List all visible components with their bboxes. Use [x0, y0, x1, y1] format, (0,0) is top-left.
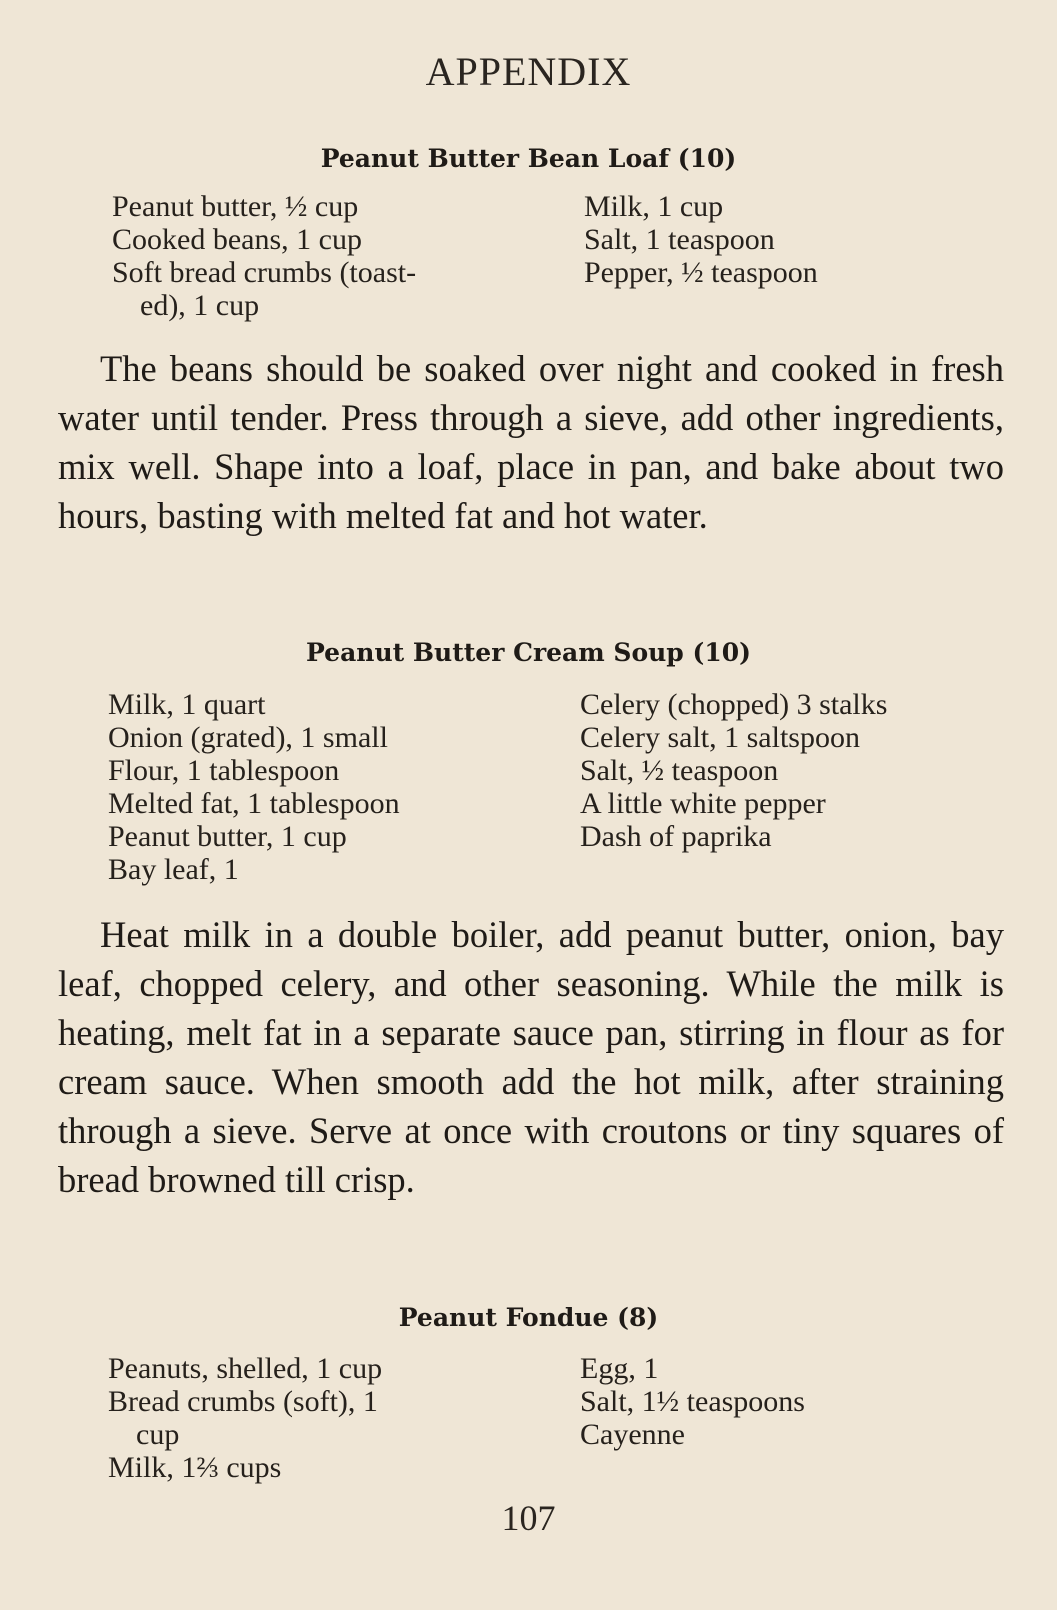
ingredient-item: Bread crumbs (soft), 1 — [108, 1385, 378, 1418]
ingredient-item: Salt, ½ teaspoon — [580, 754, 779, 787]
running-head: APPENDIX — [425, 49, 632, 94]
ingredient-item: Celery (chopped) 3 stalks — [580, 688, 888, 721]
ingredient-item: Soft bread crumbs (toast- — [112, 256, 417, 289]
ingredient-item: Cayenne — [580, 1418, 685, 1451]
ingredient-item: Onion (grated), 1 small — [108, 721, 388, 754]
ingredient-item: A little white pepper — [580, 787, 826, 820]
ingredient-item: Peanuts, shelled, 1 cup — [108, 1352, 383, 1385]
ingredient-item: Pepper, ½ teaspoon — [584, 256, 818, 289]
ingredient-item: Cooked beans, 1 cup — [112, 223, 362, 256]
recipe-title-fondue: Peanut Fondue (8) — [398, 1303, 659, 1332]
page-number: 107 — [501, 1498, 556, 1538]
ingredient-item: Egg, 1 — [580, 1352, 659, 1385]
recipe-directions-cream-soup: Heat milk in a double boiler, add peanut butter, onion, bay leaf, chopped celery, and other seasoning. While the milk is heating, melt fat in a separate sauce pan, stirring in flour as for cream sauce. When smooth add the hot milk, after straining through a sieve. Serve at once with croutons or tiny squares of bread browned till crisp. — [58, 914, 1004, 1200]
ingredient-list-cream-soup — [108, 688, 1008, 888]
ingredient-item: Milk, 1 quart — [108, 688, 266, 721]
ingredient-list-fondue — [108, 1352, 988, 1492]
ingredient-item: Milk, 1⅔ cups — [108, 1451, 282, 1484]
ingredient-list-bean-loaf — [112, 190, 992, 330]
ingredient-item: Flour, 1 tablespoon — [108, 754, 340, 787]
ingredient-item: Milk, 1 cup — [584, 190, 724, 223]
ingredient-item: Peanut butter, ½ cup — [112, 190, 359, 223]
ingredient-item: Bay leaf, 1 — [108, 853, 239, 886]
ingredient-item: cup — [136, 1418, 180, 1451]
recipe-directions-bean-loaf: The beans should be soaked over night and cooked in fresh water until tender. Press through a sieve, add other ingredients, mix well. Shape into a loaf, place in pan, and bake about two hours, basting with melted fat and hot water. — [58, 348, 1004, 536]
ingredient-item: Melted fat, 1 tablespoon — [108, 787, 400, 820]
recipe-title-cream-soup: Peanut Butter Cream Soup (10) — [306, 638, 751, 667]
ingredient-item: ed), 1 cup — [140, 289, 260, 322]
recipe-title-bean-loaf: Peanut Butter Bean Loaf (10) — [320, 144, 737, 173]
ingredient-item: Salt, 1 teaspoon — [584, 223, 775, 256]
ingredient-item: Celery salt, 1 saltspoon — [580, 721, 860, 754]
ingredient-item: Dash of paprika — [580, 820, 772, 853]
ingredient-item: Peanut butter, 1 cup — [108, 820, 347, 853]
ingredient-item: Salt, 1½ teaspoons — [580, 1385, 805, 1418]
